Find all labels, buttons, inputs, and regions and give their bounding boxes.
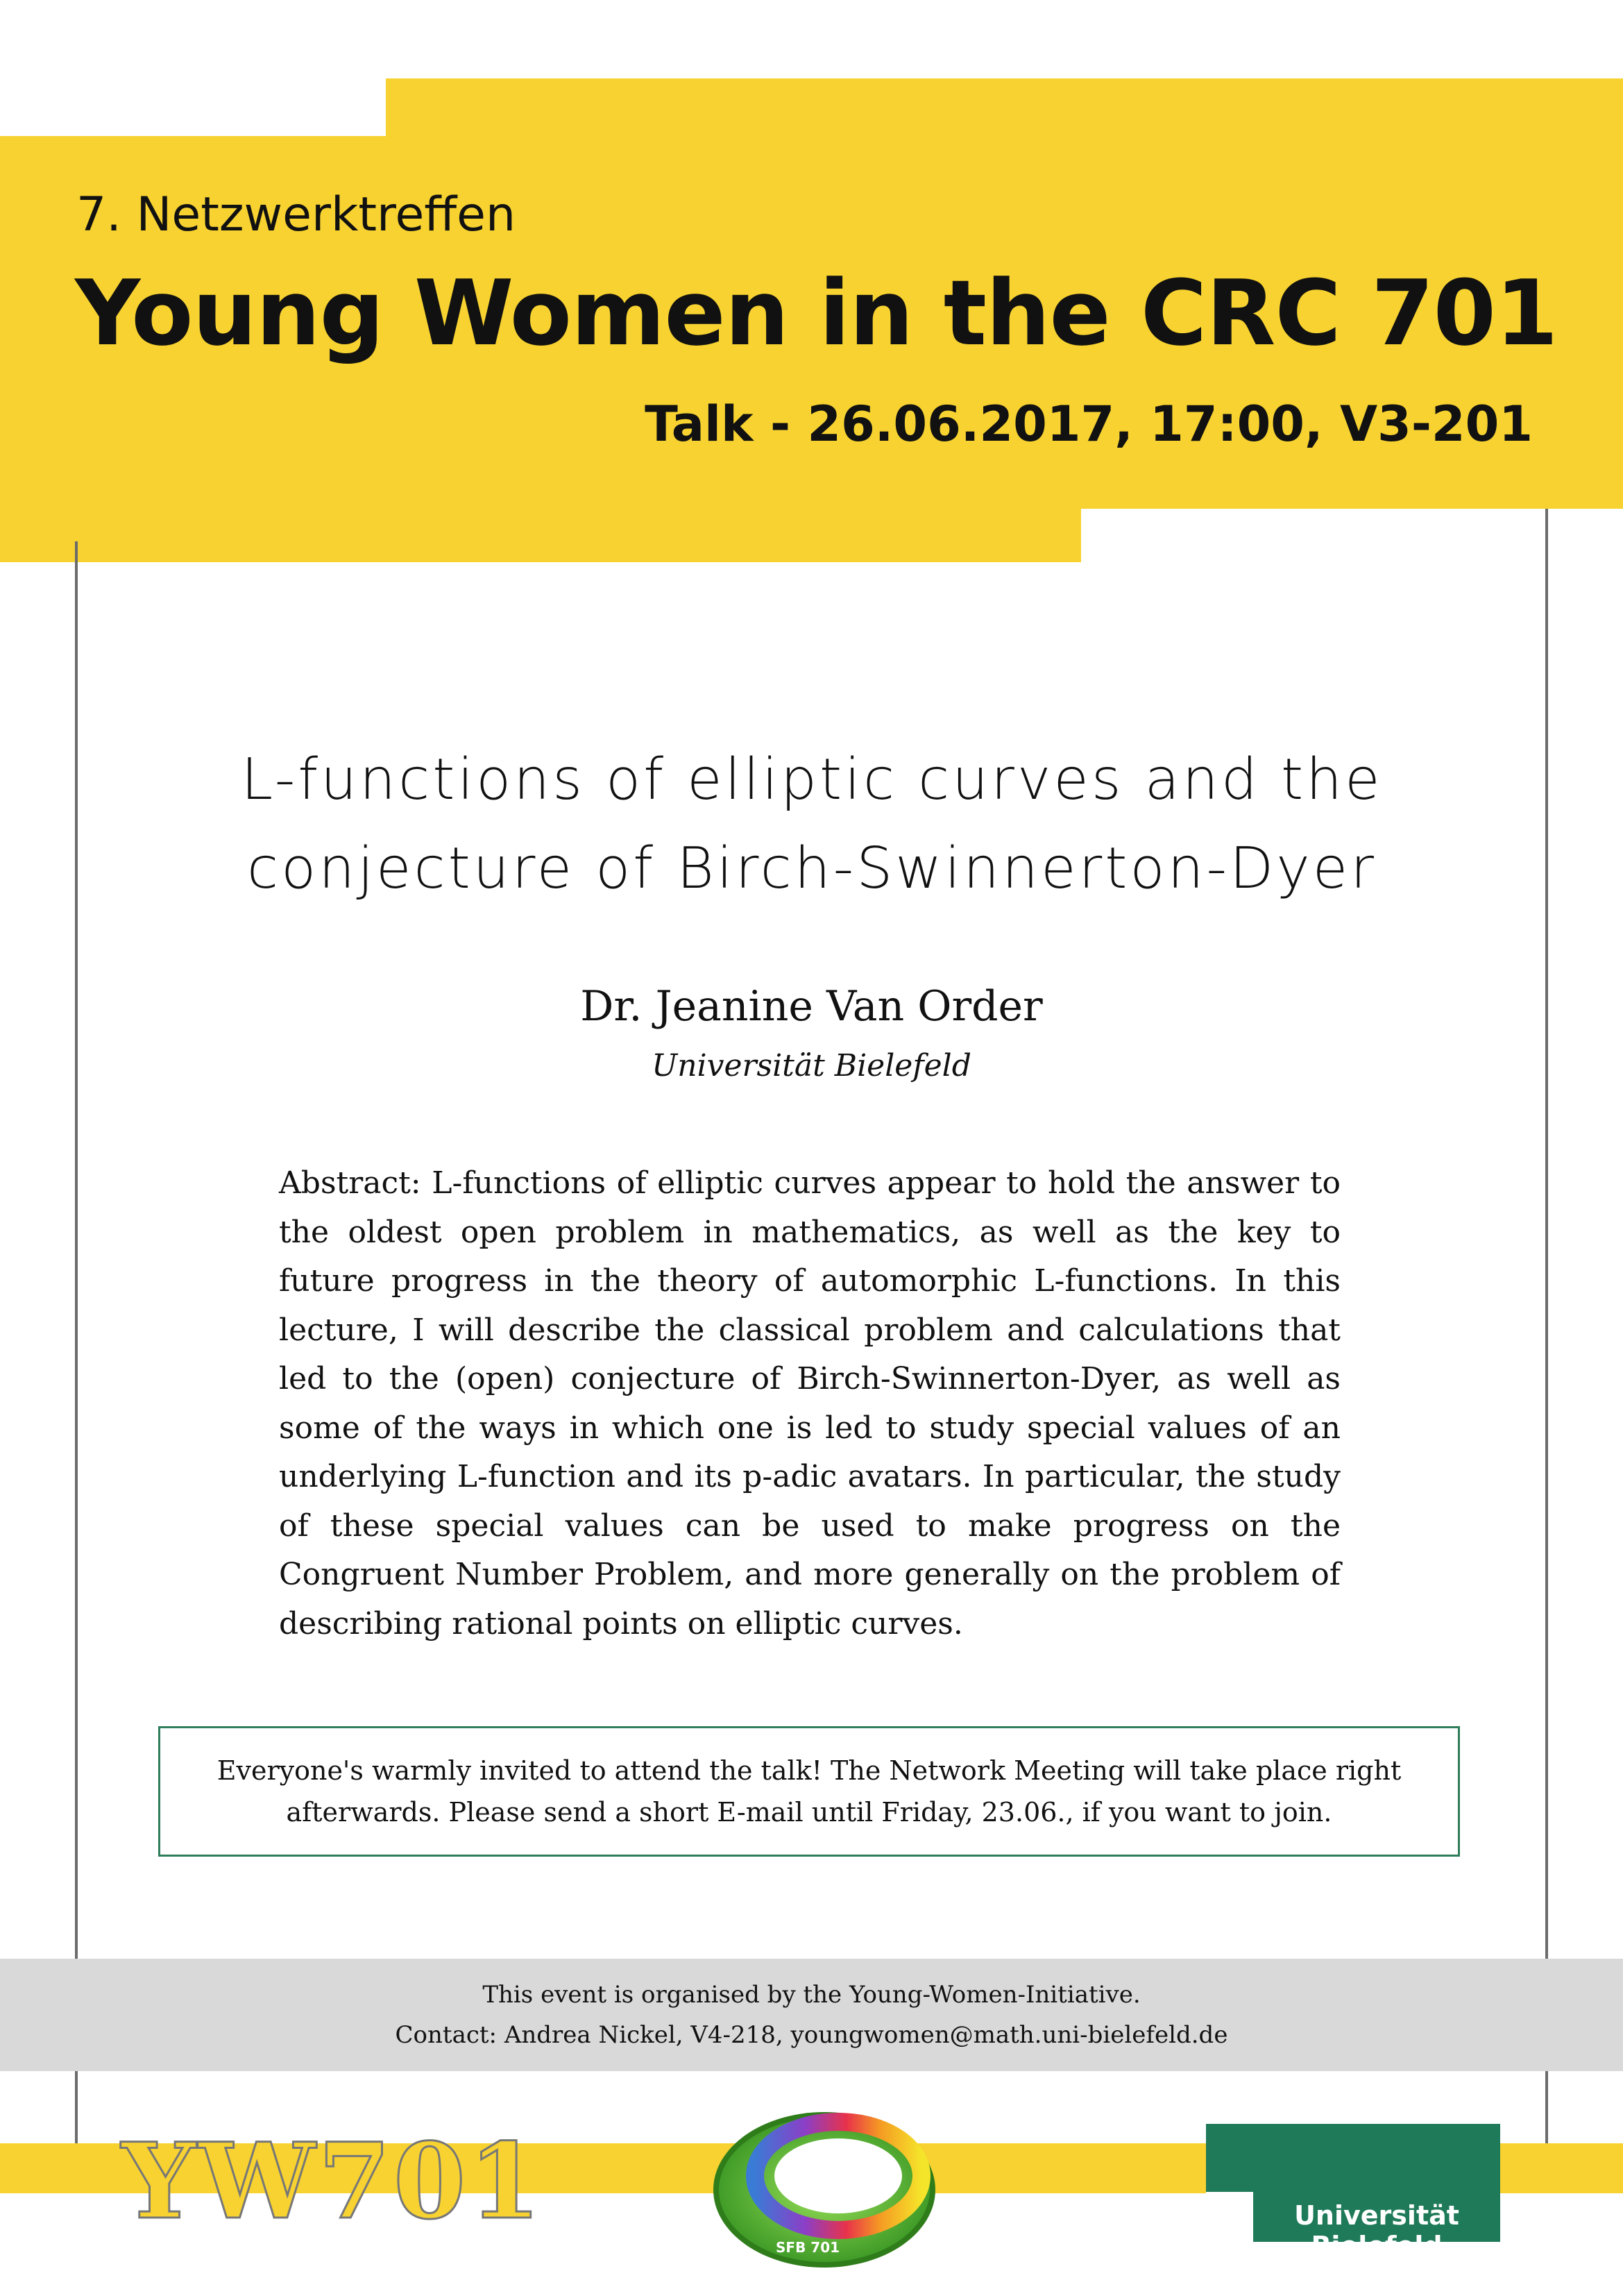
footer-info (0, 1959, 1623, 2071)
frame-line-right (1545, 509, 1548, 2172)
sfb-logo-text: SFB 701 (776, 2239, 840, 2256)
uni-logo-cutout (1206, 2192, 1253, 2242)
talk-info: Talk - 26.06.2017, 17:00, V3-201 (645, 396, 1533, 453)
yw701-logo: YW701 (121, 2120, 544, 2243)
footer-contact: Contact: Andrea Nickel, V4-218, youngwomen@math.uni-bielefeld.de (395, 2021, 1228, 2049)
invitation-line1: Everyone's warmly invited to attend the talk! The Network Meeting will take place right (216, 1755, 1402, 1786)
invitation-line2: afterwards. Please send a short E-mail until Friday, 23.06., if you want to join. (286, 1797, 1332, 1827)
talk-title (153, 736, 1471, 913)
talk-title-line2: conjecture of Birch-Swinnerton-Dyer (247, 836, 1377, 902)
frame-line-left (75, 541, 78, 2172)
invitation-box (158, 1726, 1460, 1857)
speaker-affiliation: Universität Bielefeld (652, 1048, 971, 1083)
event-title: Young Women in the CRC 701 (75, 260, 1558, 366)
university-logo-text: Universität Bielefeld (1294, 2200, 1459, 2261)
footer-organiser: This event is organised by the Young-Women-Initiative. (482, 1981, 1141, 2009)
event-subtitle: 7. Netzwerktreffen (76, 187, 516, 242)
talk-title-line1: L-functions of elliptic curves and the (241, 747, 1383, 813)
sfb701-logo (706, 2103, 942, 2273)
speaker-name: Dr. Jeanine Van Order (580, 982, 1043, 1031)
header-band-bottom (0, 486, 1081, 562)
abstract: Abstract: L-functions of elliptic curves appear to hold the answer to the oldest open problem in mathematics, as well as the key to future progress in the theory of automorphic L-functions. In this lecture, I will describe the classical problem and calculations that led to the (open) conjecture of Birch-Swinnerton-Dyer, as well as some of the ways in which one is led to study special values of an underlying L-function and its p-adic avatars. In particular, the study of these special values can be used to make progress on the Congruent Number Problem, and more generally on the problem of describing rational points on elliptic curves. (279, 1165, 1341, 1641)
